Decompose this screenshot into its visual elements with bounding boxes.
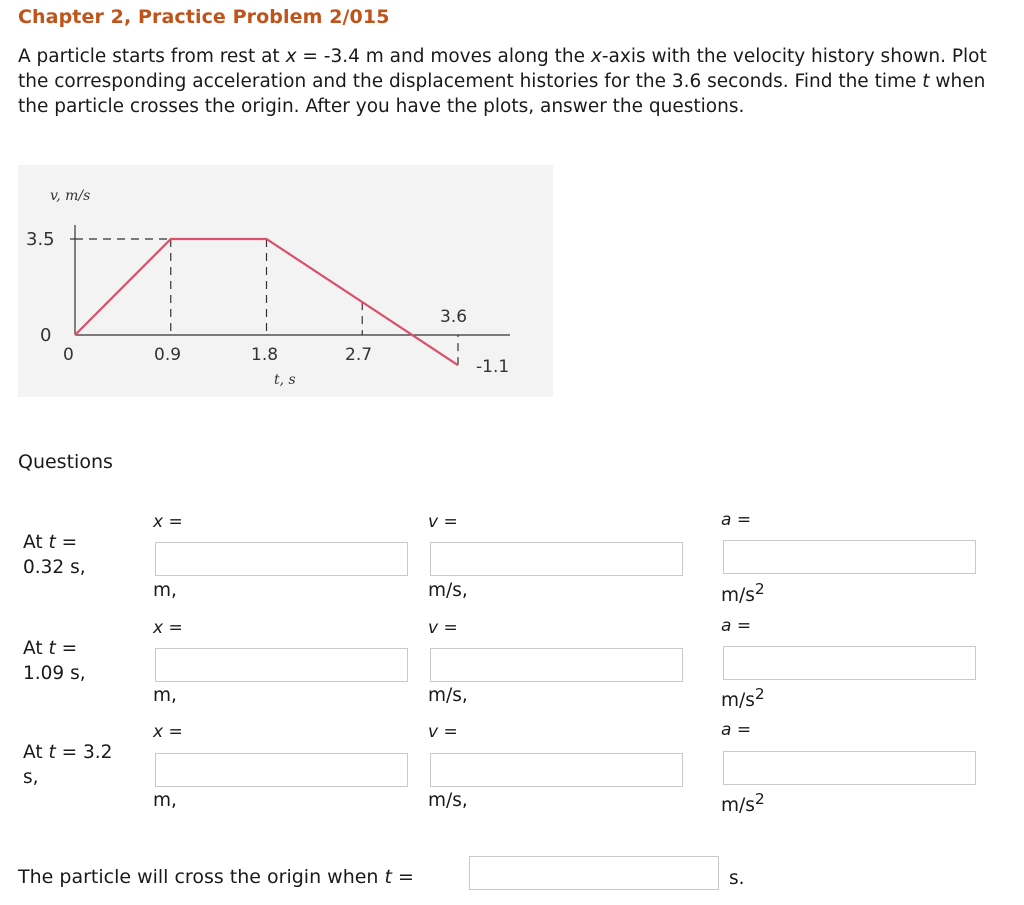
time-value: 1.09 bbox=[23, 663, 65, 684]
problem-text-1: A particle starts from rest at bbox=[18, 46, 286, 67]
velocity-chart bbox=[18, 165, 553, 397]
label-prefix: At bbox=[23, 638, 49, 659]
var-t: t bbox=[48, 742, 56, 763]
a-unit-exp: 2 bbox=[754, 790, 765, 808]
x-input-q1[interactable] bbox=[155, 542, 408, 576]
a-input-q1[interactable] bbox=[723, 540, 976, 574]
x-axis-label: t, s bbox=[274, 372, 296, 388]
questions-heading: Questions bbox=[18, 451, 113, 473]
a-unit bbox=[721, 790, 765, 816]
crossing-time-unit: s. bbox=[729, 868, 745, 889]
x-tick-label-3: 2.7 bbox=[345, 345, 373, 365]
x-unit: m, bbox=[153, 790, 177, 811]
v-unit: m/s, bbox=[428, 790, 468, 811]
question-time-label bbox=[23, 636, 138, 686]
v-input-q3[interactable] bbox=[430, 753, 683, 787]
velocity-history-figure bbox=[18, 165, 553, 397]
a-label: a = bbox=[721, 720, 752, 740]
label-prefix: At bbox=[23, 532, 49, 553]
label-suffix: = bbox=[55, 638, 78, 659]
a-input-q3[interactable] bbox=[723, 751, 976, 785]
end-time-label: 3.6 bbox=[440, 307, 468, 327]
final-text: The particle will cross the origin when bbox=[18, 866, 385, 888]
x-tick-label-2: 1.8 bbox=[251, 345, 279, 365]
x-tick-zero: 0 bbox=[63, 345, 74, 365]
y-tick-top: 3.5 bbox=[26, 229, 55, 250]
problem-text-2: = -3.4 m and moves along the bbox=[296, 46, 591, 67]
final-equals: = bbox=[391, 866, 414, 888]
problem-text-4: when the particle crosses the origin. After you have the plots, answer the questions. bbox=[18, 71, 986, 117]
problem-title: Chapter 2, Practice Problem 2/015 bbox=[18, 6, 390, 28]
time-unit: s, bbox=[64, 663, 86, 684]
var-t: t bbox=[922, 71, 930, 92]
final-question bbox=[18, 866, 414, 888]
var-t: t bbox=[48, 532, 56, 553]
y-axis-label: v, m/s bbox=[50, 188, 91, 204]
time-value: 0.32 bbox=[23, 557, 65, 578]
a-label: a = bbox=[721, 510, 752, 530]
label-suffix: = bbox=[55, 532, 78, 553]
label-suffix: = bbox=[55, 742, 83, 763]
v-label: v = bbox=[428, 722, 458, 742]
var-t: t bbox=[384, 866, 392, 888]
v-label: v = bbox=[428, 618, 458, 638]
a-unit bbox=[721, 580, 765, 606]
x-label: x = bbox=[153, 512, 183, 532]
a-unit-exp: 2 bbox=[754, 580, 765, 598]
question-row-3 bbox=[0, 720, 1024, 820]
a-input-q2[interactable] bbox=[723, 646, 976, 680]
problem-statement bbox=[18, 44, 1008, 119]
a-unit-base: m/s bbox=[721, 585, 755, 607]
v-input-q1[interactable] bbox=[430, 542, 683, 576]
var-t: t bbox=[48, 638, 56, 659]
x-input-q2[interactable] bbox=[155, 648, 408, 682]
problem-text-3: -axis with the velocity history shown. Plot the corresponding acceleration and the displacement histories for the 3.6 seconds. Find the time bbox=[18, 46, 987, 92]
a-unit-base: m/s bbox=[721, 690, 755, 712]
label-prefix: At bbox=[23, 742, 49, 763]
x-input-q3[interactable] bbox=[155, 753, 408, 787]
a-unit bbox=[721, 685, 765, 711]
v-input-q2[interactable] bbox=[430, 648, 683, 682]
x-label: x = bbox=[153, 618, 183, 638]
time-unit: s, bbox=[23, 767, 39, 788]
y-tick-zero: 0 bbox=[40, 325, 52, 346]
a-label: a = bbox=[721, 616, 752, 636]
x-unit: m, bbox=[153, 580, 177, 601]
v-label: v = bbox=[428, 512, 458, 532]
v-unit: m/s, bbox=[428, 580, 468, 601]
x-unit: m, bbox=[153, 685, 177, 706]
question-time-label bbox=[23, 740, 138, 790]
time-unit: s, bbox=[64, 557, 86, 578]
question-row-1 bbox=[0, 510, 1024, 610]
a-unit-exp: 2 bbox=[754, 685, 765, 703]
question-row-2 bbox=[0, 616, 1024, 716]
end-velocity-label: -1.1 bbox=[476, 357, 510, 377]
question-time-label bbox=[23, 530, 138, 580]
crossing-time-input[interactable] bbox=[469, 856, 719, 890]
var-x: x bbox=[285, 46, 297, 67]
time-value: 3.2 bbox=[83, 742, 113, 763]
a-unit-base: m/s bbox=[721, 795, 755, 817]
x-label: x = bbox=[153, 722, 183, 742]
x-tick-label-1: 0.9 bbox=[154, 345, 182, 365]
var-axis: x bbox=[590, 46, 602, 67]
v-unit: m/s, bbox=[428, 685, 468, 706]
